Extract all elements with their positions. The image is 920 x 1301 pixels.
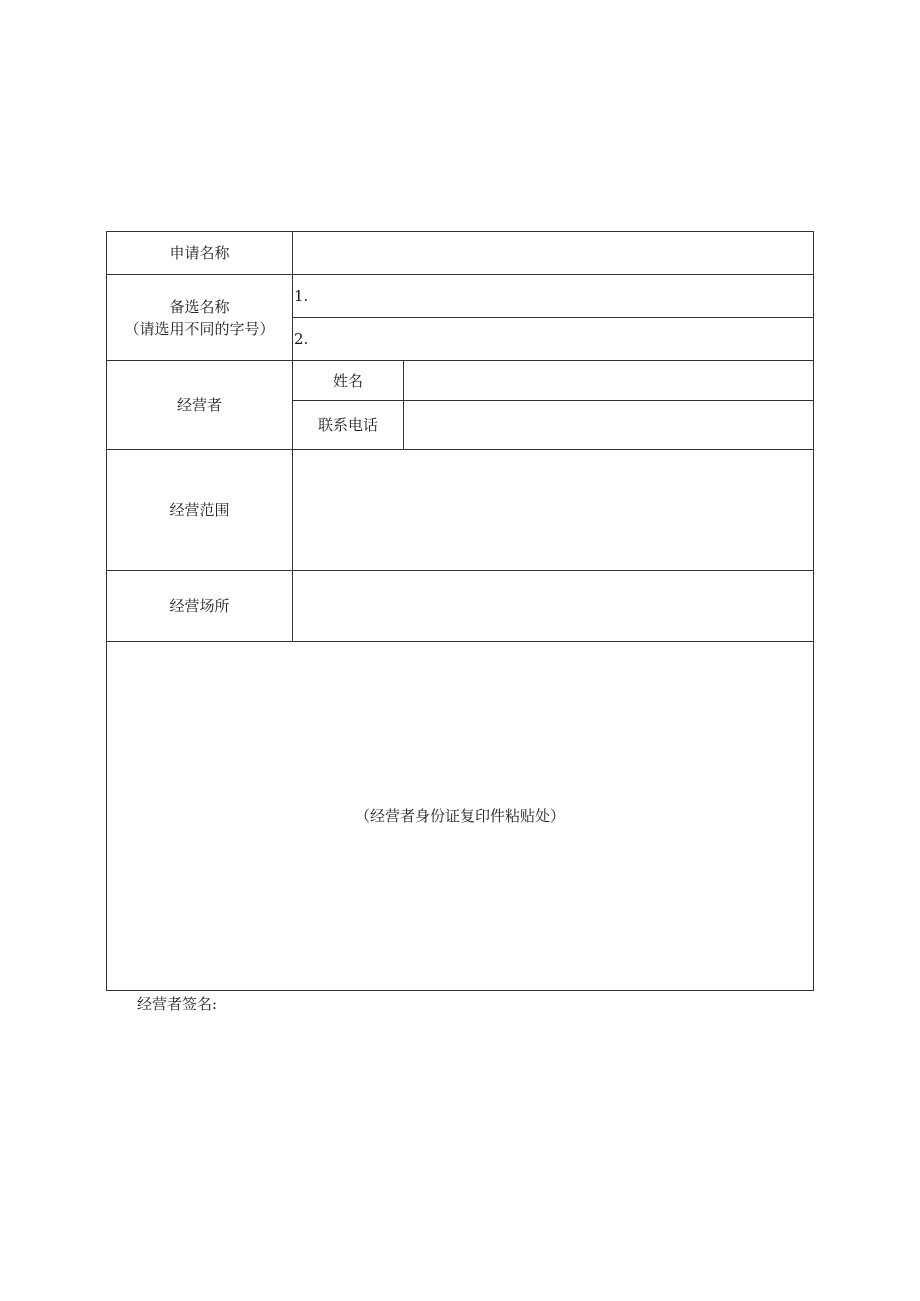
alt-name-note: （请选用不同的字号） <box>124 319 275 338</box>
alt-name-label-cell <box>107 275 292 360</box>
alt-name-2-number: 2. <box>294 330 309 348</box>
id-copy-area <box>107 642 813 990</box>
premises-field[interactable] <box>293 571 813 641</box>
apply-name-field[interactable] <box>293 232 813 274</box>
alt-name-field-2[interactable] <box>293 318 813 360</box>
apply-name-label: 申请名称 <box>169 244 230 262</box>
scope-label: 经营范围 <box>169 501 230 519</box>
operator-signature-label: 经营者签名: <box>137 995 218 1013</box>
name-label: 姓名 <box>332 371 363 390</box>
phone-label: 联系电话 <box>317 416 378 434</box>
premises-label: 经营场所 <box>169 597 230 615</box>
name-field[interactable] <box>404 361 813 400</box>
id-copy-note: （经营者身份证复印件粘贴处） <box>354 807 565 825</box>
operator-label: 经营者 <box>176 396 222 414</box>
alt-name-1-number: 1. <box>294 287 309 305</box>
alt-name-label: 备选名称 <box>169 297 230 316</box>
application-form-table <box>106 231 814 991</box>
scope-field[interactable] <box>293 450 813 570</box>
alt-name-field-1[interactable] <box>293 275 813 317</box>
phone-field[interactable] <box>404 401 813 449</box>
